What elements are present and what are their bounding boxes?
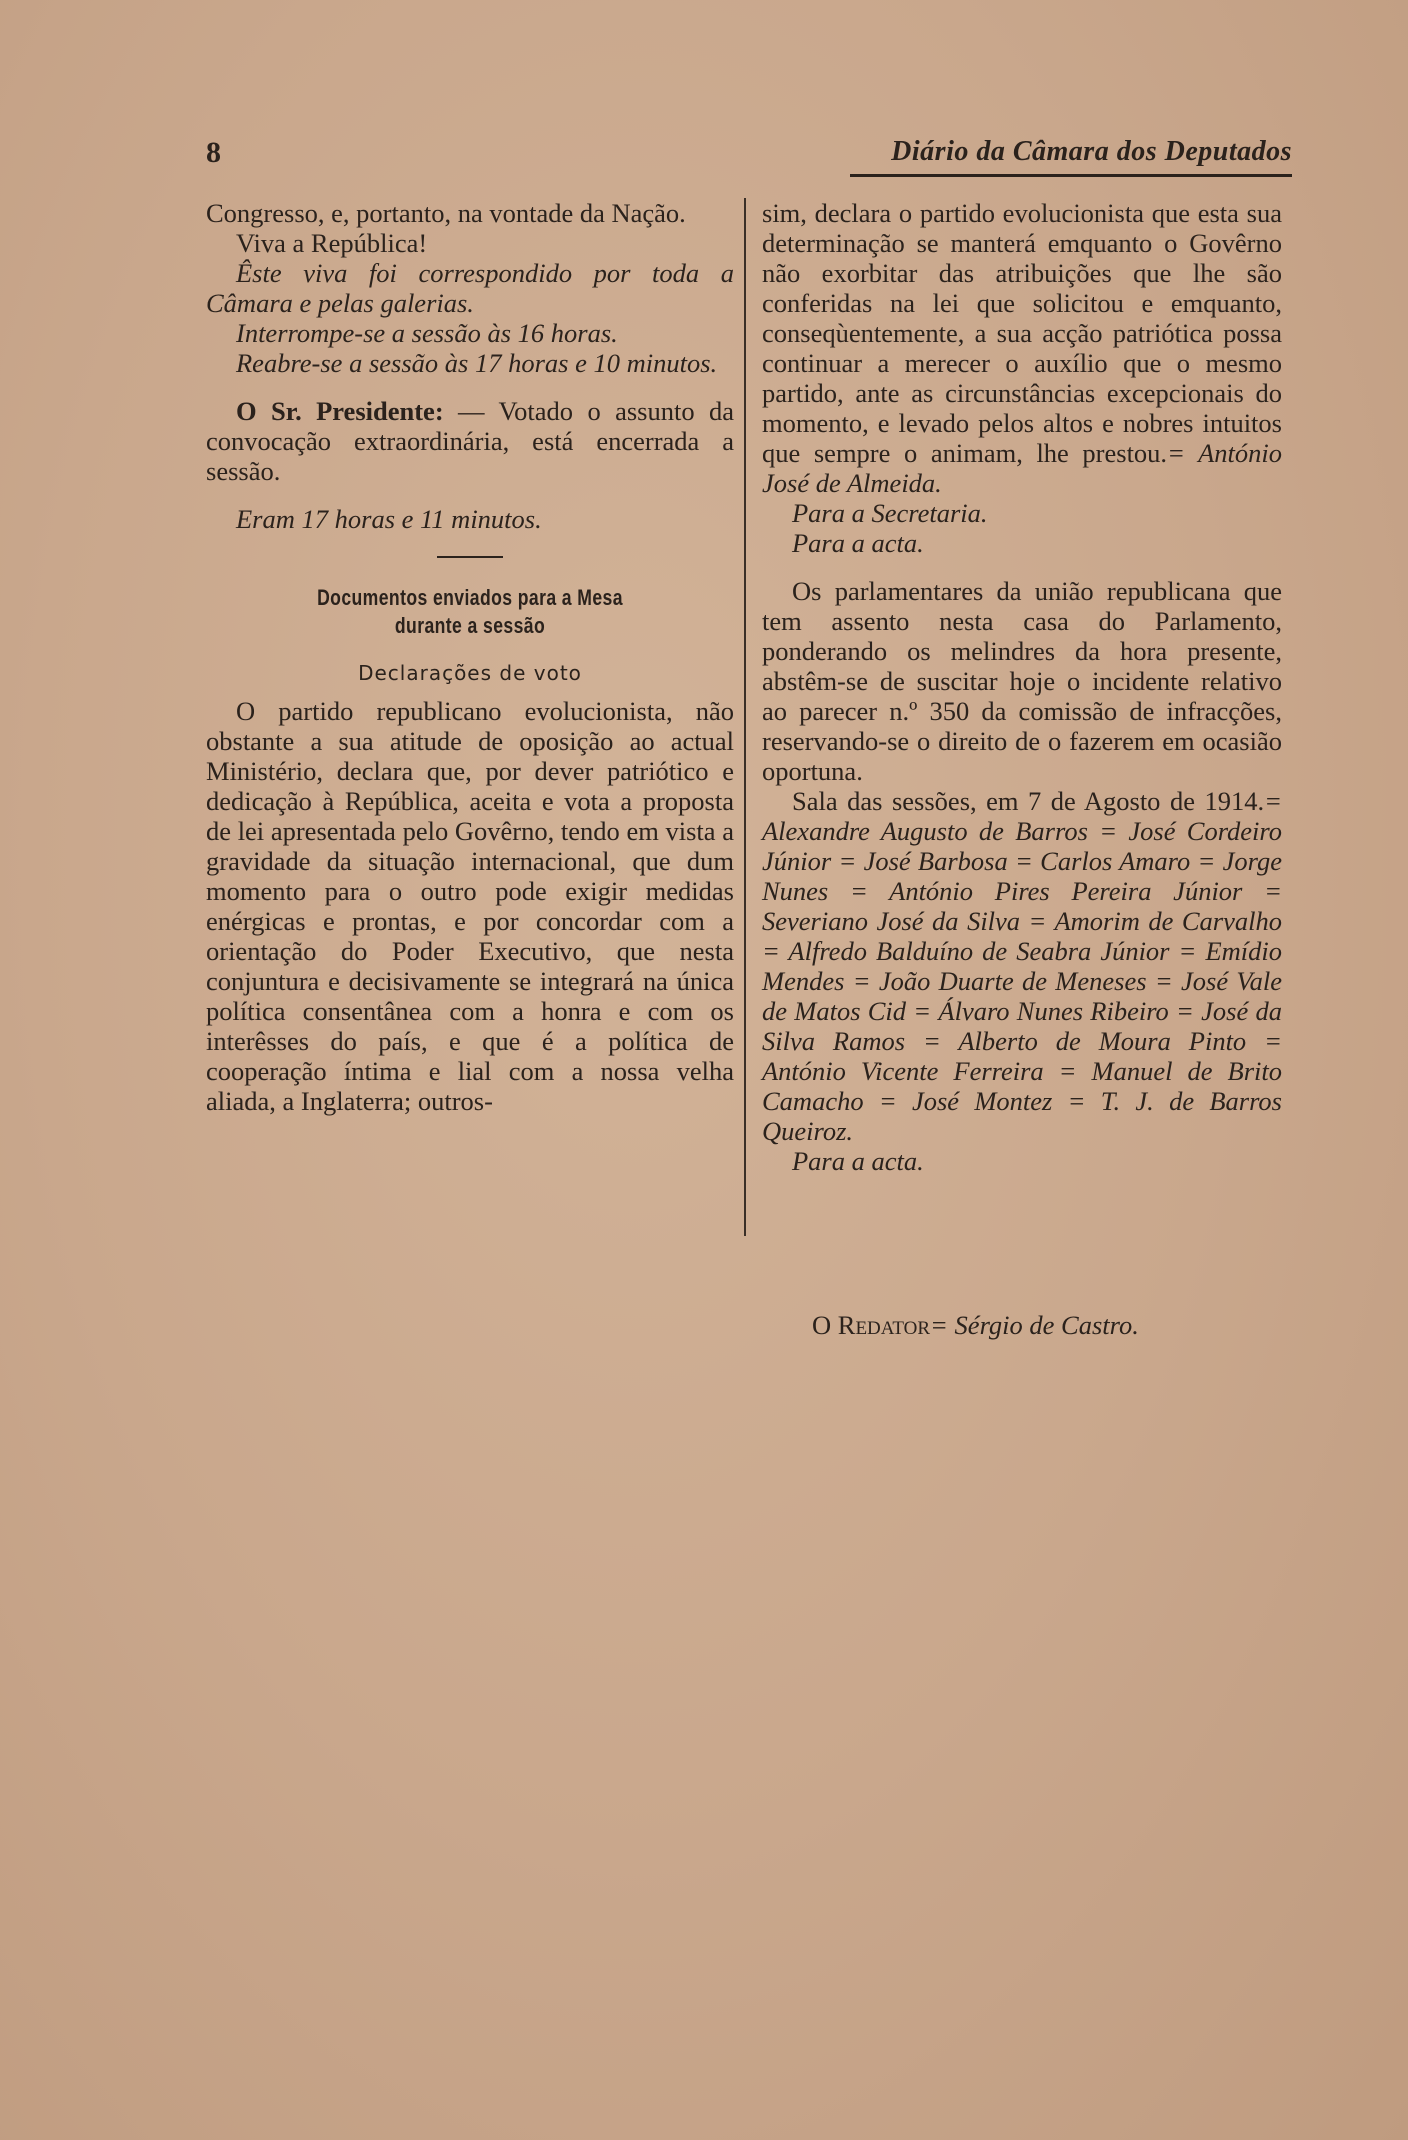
declaration-continuation xyxy=(762,198,1282,498)
signature: = António José de Almeida. xyxy=(762,438,1282,498)
running-title: Diário da Câmara dos Deputados xyxy=(891,136,1292,167)
stage-direction: Êste viva foi correspondido por toda a Câmara e pelas galerias. xyxy=(206,258,734,318)
right-column xyxy=(762,198,1282,1176)
paragraph: Viva a República! xyxy=(236,228,428,258)
stage-direction: Interrompe-se a sessão às 16 horas. xyxy=(236,318,618,348)
declaration-text: sim, declara o partido evolucionista que esta sua determinação se manterá emquanto o Govêrno não exorbitar das atribuições que lhe são conferidas na lei que solicitou e emquanto, conseqùentemente, a sua acção patriótica possa continuar a merecer o auxílio que o mesmo partido, ante as circunstâncias excepcionais do momento, e levado pelos altos e nobres intuitos que sempre o animam, lhe prestou. xyxy=(762,198,1282,468)
header-rule xyxy=(850,174,1292,177)
closing-time: Eram 17 horas e 11 minutos. xyxy=(236,504,542,534)
paragraph: Congresso, e, portanto, na vontade da Nação. xyxy=(206,198,686,228)
declaration-paragraph: Os parlamentares da união republicana que tem assento nesta casa do Parlamento, ponderando os melindres da hora presente, abstêm-se de suscitar hoje o incidente relativo ao parecer n.º 350 da comissão de infracções, reservando-se o direito de o fazerem em ocasião oportuna. xyxy=(762,576,1282,786)
section-title-line-2: durante a sessão xyxy=(394,613,546,638)
speaker-name: O Sr. Presidente: xyxy=(236,396,444,426)
routing-note: Para a acta. xyxy=(792,528,924,558)
left-column xyxy=(206,198,734,1116)
speech-text: — Votado o assunto da convocação extraordinária, está encerrada a sessão. xyxy=(206,396,734,486)
stage-direction: Reabre-se a sessão às 17 horas e 10 minutos. xyxy=(236,348,718,378)
page-number: 8 xyxy=(206,136,221,169)
editor-label: O Redator xyxy=(812,1310,931,1340)
editor-signature xyxy=(812,1310,1139,1341)
editor-name: = Sérgio de Castro. xyxy=(930,1310,1139,1340)
section-divider xyxy=(437,556,503,558)
subheading: Declarações de voto xyxy=(358,661,582,685)
routing-note: Para a Secretaria. xyxy=(792,498,988,528)
speech-paragraph xyxy=(206,396,734,486)
column-divider xyxy=(744,198,746,1236)
section-title-line-1: Documentos enviados para a Mesa xyxy=(317,585,623,610)
signatures-paragraph xyxy=(762,786,1282,1146)
signatures: = Alexandre Augusto de Barros = José Cordeiro Júnior = José Barbosa = Carlos Amaro = Jorge Nunes = António Pires Pereira Júnior = Severiano José da Silva = Amorim de Carvalho = Alfredo Balduíno de Seabra Júnior = Emídio Mendes = João Duarte de Meneses = José Vale de Matos Cid = Álvaro Nunes Ribeiro = José da Silva Ramos = Alberto de Moura Pinto = António Vicente Ferreira = Manuel de Brito Camacho = José Montez = T. J. de Barros Queiroz. xyxy=(762,786,1282,1146)
routing-note: Para a acta. xyxy=(792,1146,924,1176)
date-line: Sala das sessões, em 7 de Agosto de 1914. xyxy=(792,786,1265,816)
declaration-paragraph: O partido republicano evolucionista, não obstante a sua atitude de oposição ao actual Ministério, declara que, por dever patriótico e dedicação à República, aceita e vota a proposta de lei apresentada pelo Govêrno, tendo em vista a gravidade da situação internacional, que dum momento para o outro pode exigir medidas enérgicas e prontas, e por concordar com a orientação do Poder Executivo, que nesta conjuntura e decisivamente se integrará na única política consentânea com a honra e com os interêsses do país, e que é a política de cooperação íntima e lial com a nossa velha aliada, a Inglaterra; outros- xyxy=(206,696,734,1116)
